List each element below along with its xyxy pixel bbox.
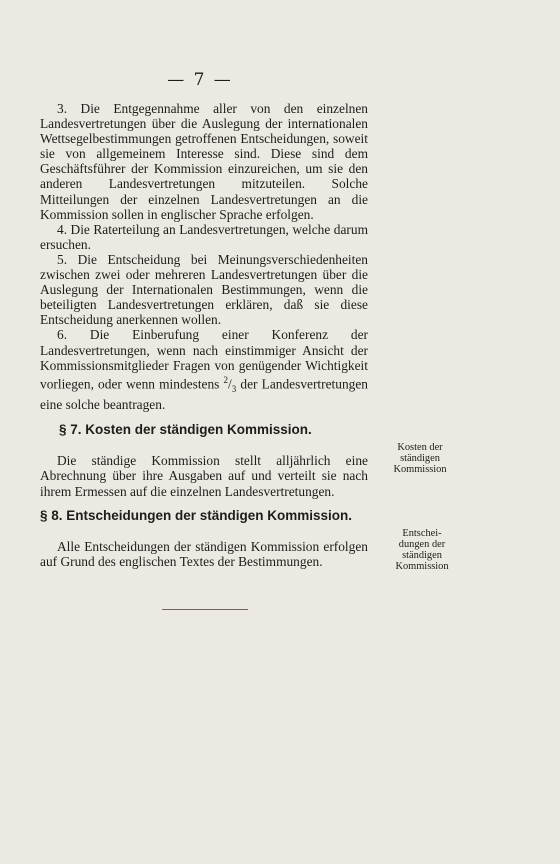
section-8-body [40,526,368,583]
section-7-heading: § 7. Kosten der ständigen Kommission. [59,422,312,437]
paragraph-6: 6. Die Einberufung einer Konferenz der Landesvertretungen, wenn nach einstimmiger Ansicht der Kommissionsmitglieder Fragen von genügender Wichtigkeit vorliegen, oder wenn mindestens $^2/_3$ der Landesvertretungen eine solche beantragen. [40,327,368,412]
margin-note-line: ständigen [402,550,442,561]
fraction-denominator: 3 [231,383,237,394]
paragraph-5: 5. Die Entscheidung bei Meinungsverschiedenheiten zwischen zwei oder mehreren Landesvertretungen über die Auslegung der Internationalen Bestimmungen, wenn die beteiligten Landesvertretungen erklären, daß sie diese Entscheidung anerkennen wollen. [40,251,368,328]
section-7-body [40,440,368,512]
section-7-margin-note [368,442,472,475]
margin-note-line: ständigen [400,453,440,464]
margin-note-line: Kommission [393,464,447,475]
section-8-heading: § 8. Entscheidungen der ständigen Kommission. [40,508,353,523]
margin-note-line: dungen der [398,539,446,550]
paragraph-4: 4. Die Raterteilung an Landesvertretungen, welche darum ersuchen. [40,221,368,252]
margin-note-line: Entschei- [402,528,442,539]
section-8-text: Alle Entscheidungen der ständigen Kommission erfolgen auf Grund des englischen Textes der Bestimmungen. [40,539,368,570]
numbered-list [40,101,368,412]
paragraph-6-after: der Landesvertretungen eine solche beantragen. [40,376,368,412]
margin-note-line: Kommission [395,561,449,572]
fraction-numerator: 2 [223,374,229,385]
paragraph-6-before: 6. Die Einberufung einer Konferenz der Landesvertretungen, wenn nach einstimmiger Ansicht der Kommissionsmitglieder Fragen von genügender Wichtigkeit vorliegen, oder wenn mindestens [40,327,368,392]
paragraph-3: 3. Die Entgegennahme aller von den einzelnen Landesvertretungen über die Auslegung der internationalen Wettsegelbestimmungen getroffenen Entscheidungen, soweit sie von allgemeinem Interesse sind. Diese sind dem Geschäftsführer der Kommission einzureichen, um sie den anderen Landesvertretungen mitzuteilen. Solche Mitteilungen der einzelnen Landesvertretungen an die Kommission sollen in englischer Sprache erfolgen. [40,101,368,222]
end-rule [162,609,248,610]
page-number: — 7 — [167,70,233,90]
section-7-text: Die ständige Kommission stellt alljährlich eine Abrechnung über ihre Ausgaben auf und verteilt sie nach ihrem Ermessen auf die einzelnen Landesvertretungen. [40,453,368,499]
section-8-margin-note [366,528,478,572]
margin-note-line: Kosten der [397,442,443,453]
